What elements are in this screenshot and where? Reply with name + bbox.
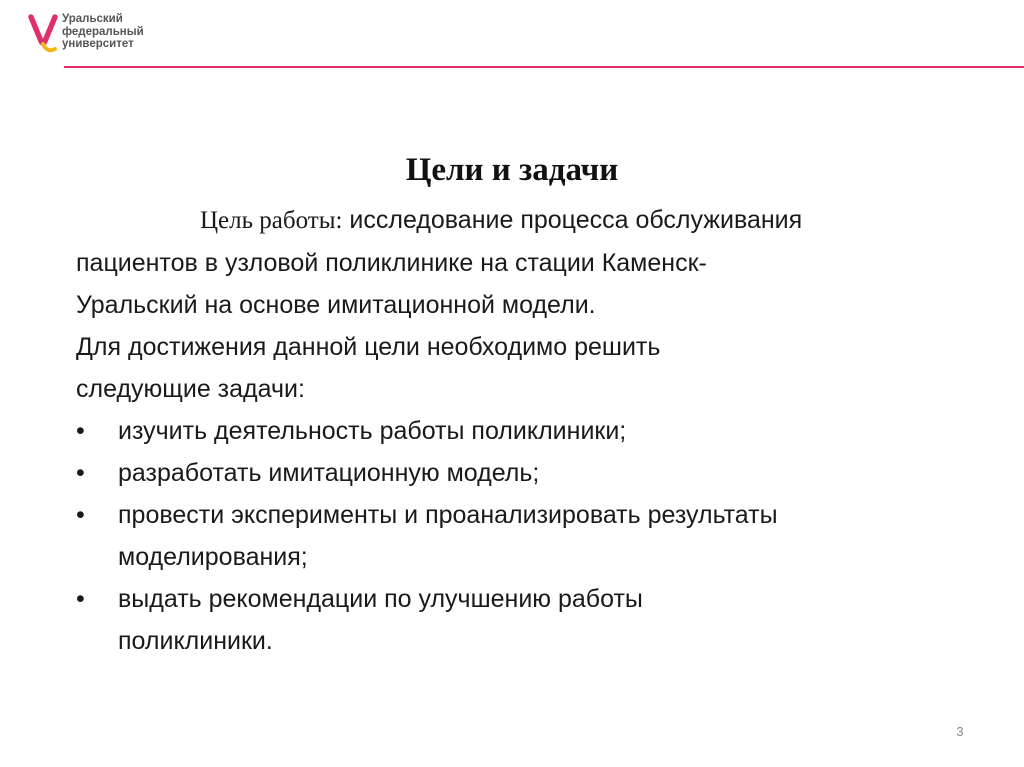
logo-wordmark [62, 13, 144, 51]
bullet-icon: • [76, 417, 85, 445]
goal-first-line [76, 199, 976, 242]
intro-line: Для достижения данной цели необходимо решить [76, 333, 661, 361]
slide-title: Цели и задачи [405, 152, 619, 188]
list-item [76, 452, 976, 494]
logo-line: федеральный [62, 25, 144, 38]
header-divider [64, 66, 1024, 68]
page-number: 3 [956, 724, 964, 739]
task-line: изучить деятельность работы поликлиники; [118, 417, 627, 445]
task-line: поликлиники. [118, 627, 273, 655]
goal-label: Цель работы: [200, 207, 343, 234]
goal-line: Уральский на основе имитационной модели. [76, 291, 596, 319]
task-line: разработать имитационную модель; [118, 459, 540, 487]
ural-university-logo-icon [28, 11, 58, 55]
intro-line: следующие задачи: [76, 375, 305, 403]
list-item [76, 578, 976, 662]
goal-text: исследование процесса обслуживания [349, 206, 803, 234]
bullet-icon: • [76, 585, 85, 613]
logo-line: университет [62, 38, 134, 50]
university-logo [28, 11, 144, 55]
bullet-icon: • [76, 459, 85, 487]
slide-body [76, 199, 976, 662]
task-line: выдать рекомендации по улучшению работы [118, 585, 643, 613]
logo-line: Уральский [62, 13, 123, 25]
task-line: провести эксперименты и проанализировать результаты [118, 501, 778, 529]
bullet-icon: • [76, 501, 85, 529]
list-item [76, 410, 976, 452]
task-list [76, 410, 976, 662]
goal-line: пациентов в узловой поликлинике на стации Каменск- [76, 249, 707, 277]
list-item [76, 494, 976, 578]
task-line: моделирования; [118, 543, 308, 571]
